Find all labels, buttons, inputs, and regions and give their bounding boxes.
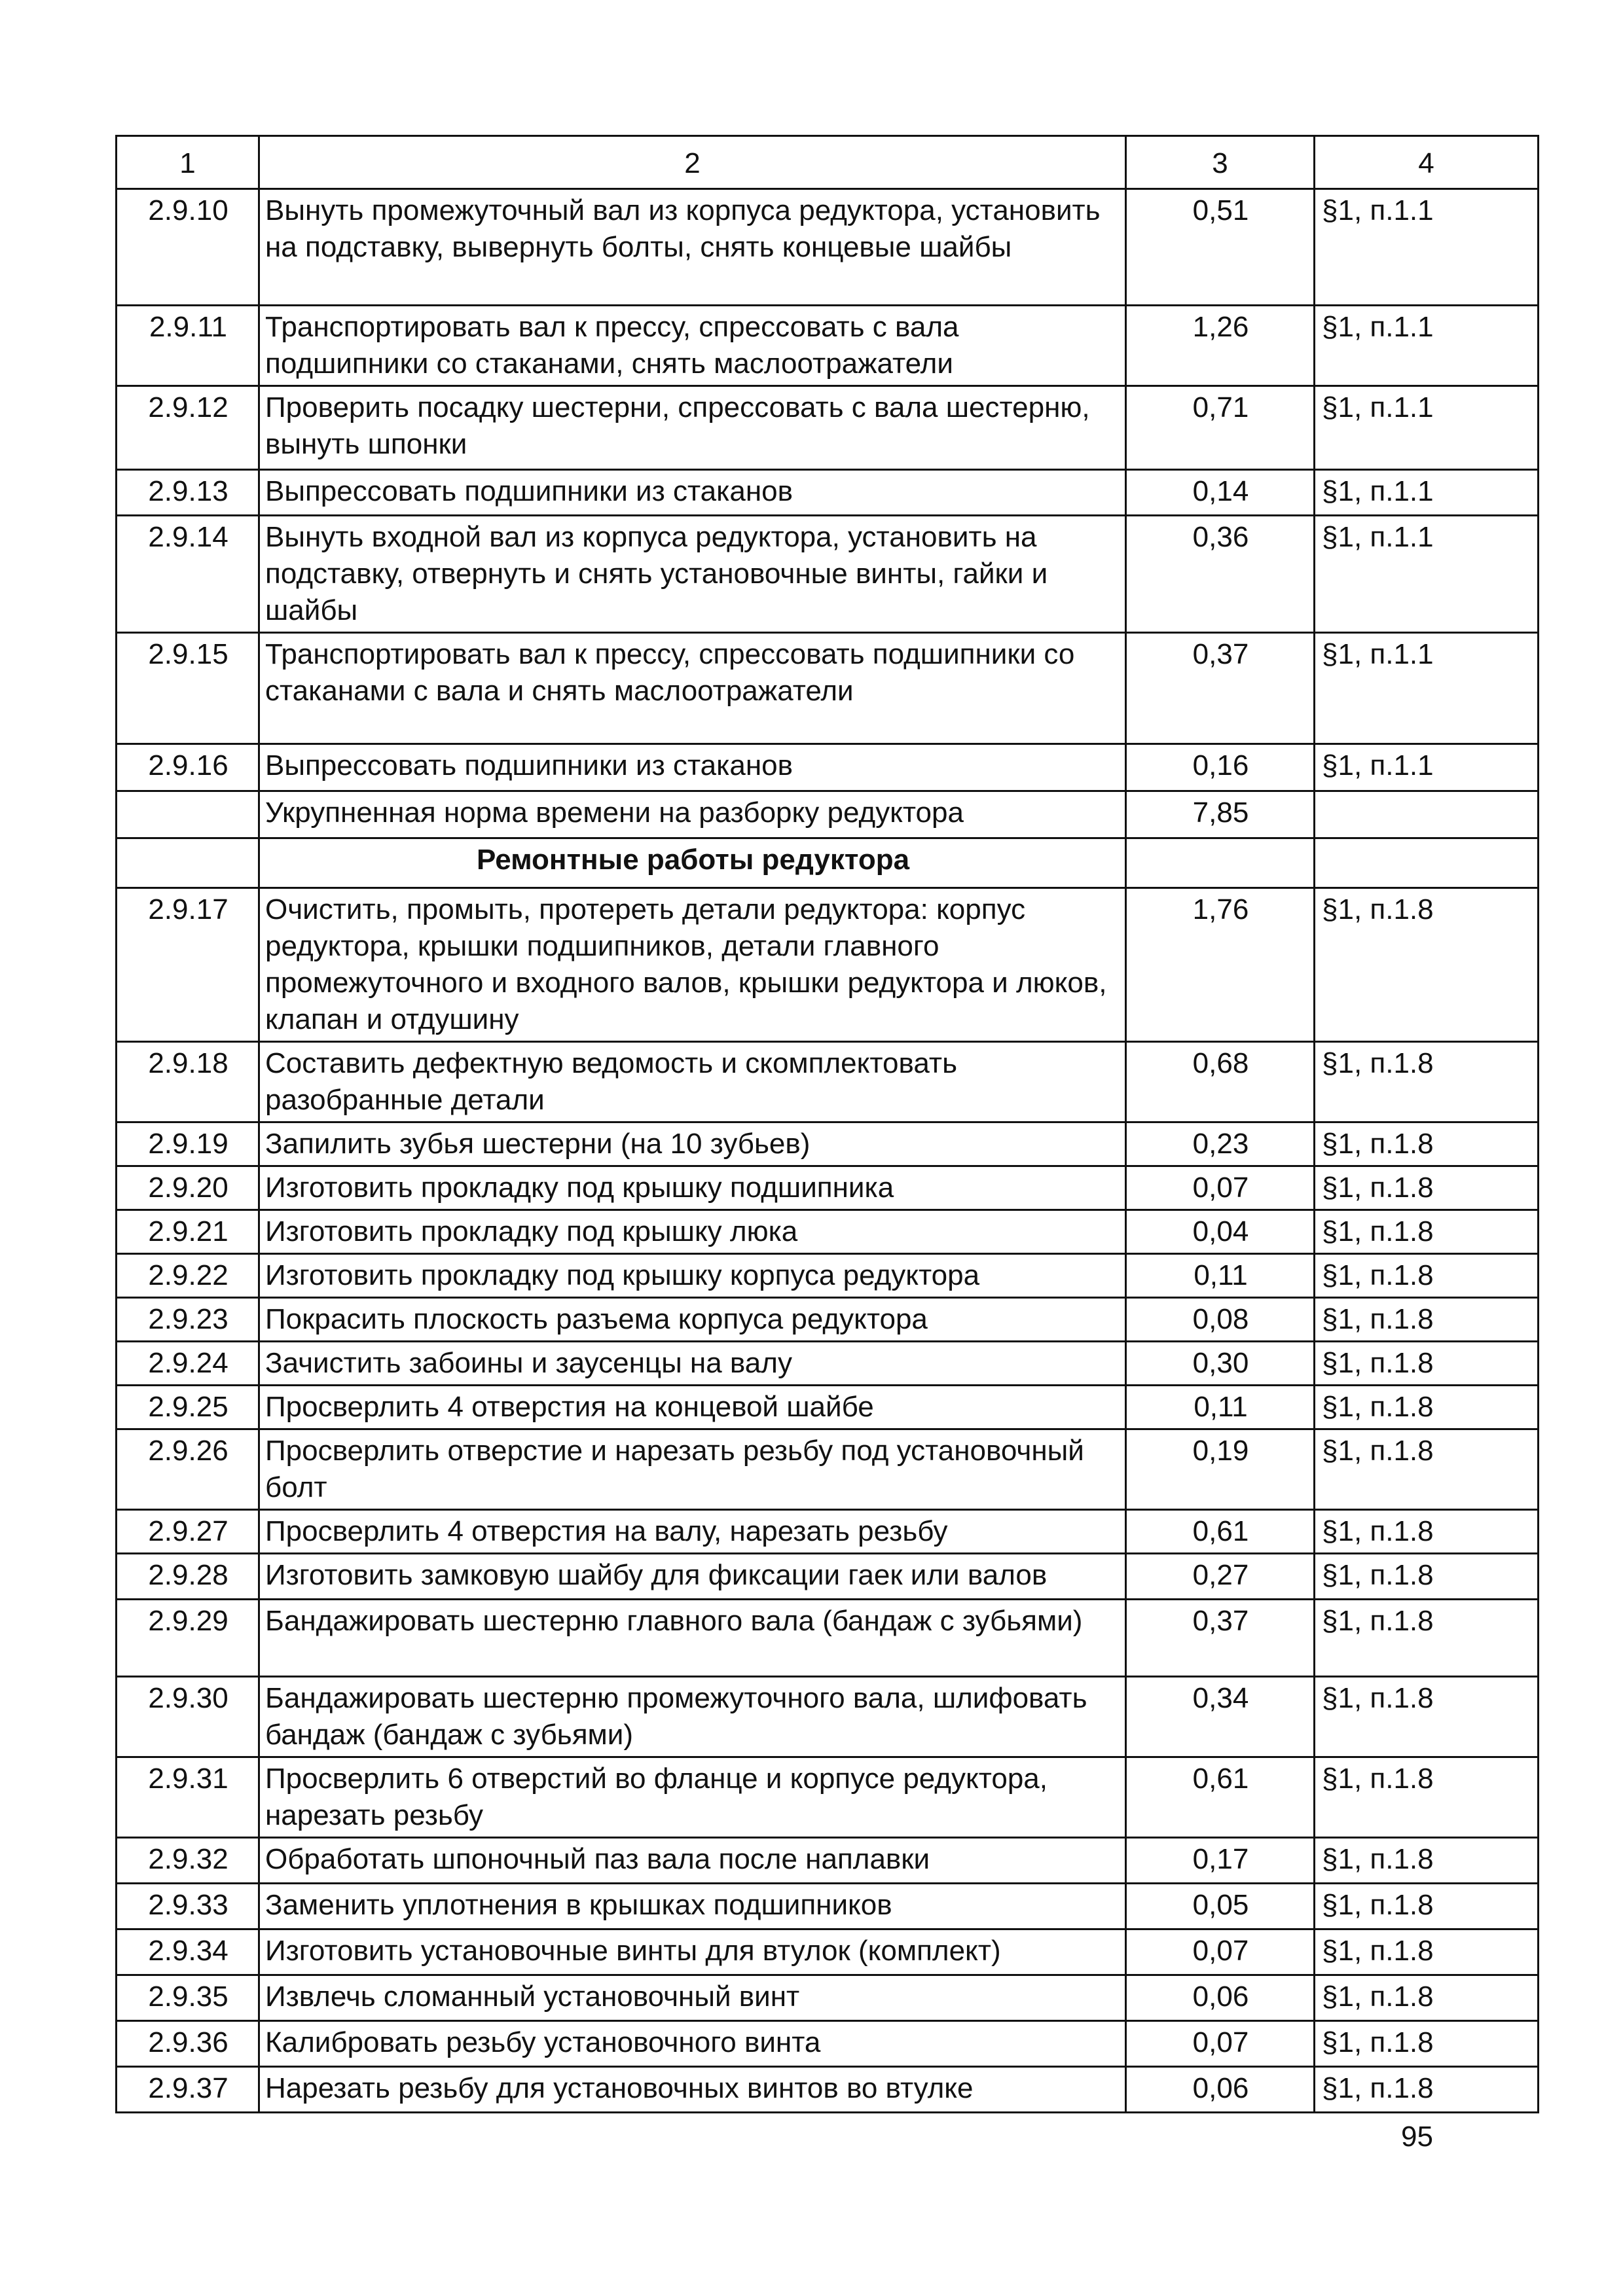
row-description: Транспортировать вал к прессу, спрессовать с вала подшипники со стаканами, снять маслоотражатели <box>259 306 1126 386</box>
table-row <box>117 1554 1539 1600</box>
row-reference: §1, п.1.8 <box>1315 1600 1539 1677</box>
row-number: 2.9.16 <box>117 744 259 791</box>
row-number: 2.9.17 <box>117 888 259 1042</box>
table-row <box>117 1975 1539 2021</box>
row-description: Просверлить отверстие и нарезать резьбу под установочный болт <box>259 1429 1126 1510</box>
row-time-norm: 0,68 <box>1126 1042 1315 1122</box>
row-number: 2.9.28 <box>117 1554 259 1600</box>
row-reference: §1, п.1.8 <box>1315 1042 1539 1122</box>
table-row <box>117 888 1539 1042</box>
row-reference: §1, п.1.8 <box>1315 1166 1539 1210</box>
section-title: Ремонтные работы редуктора <box>259 838 1126 888</box>
row-time-norm: 0,07 <box>1126 1929 1315 1975</box>
row-time-norm: 0,30 <box>1126 1342 1315 1386</box>
row-description: Вынуть промежуточный вал из корпуса редуктора, установить на подставку, вывернуть болты, снять концевые шайбы <box>259 189 1126 306</box>
row-description: Просверлить 4 отверстия на валу, нарезать резьбу <box>259 1510 1126 1554</box>
row-reference: §1, п.1.8 <box>1315 1342 1539 1386</box>
row-time-norm: 0,11 <box>1126 1254 1315 1298</box>
row-reference: §1, п.1.8 <box>1315 1554 1539 1600</box>
row-number: 2.9.15 <box>117 633 259 744</box>
total-row <box>117 791 1539 838</box>
header-cell-3: 3 <box>1126 136 1315 189</box>
row-description: Проверить посадку шестерни, спрессовать с вала шестерню, вынуть шпонки <box>259 386 1126 470</box>
row-time-norm: 0,14 <box>1126 470 1315 516</box>
row-number: 2.9.32 <box>117 1838 259 1884</box>
table-row <box>117 1884 1539 1929</box>
row-time-norm: 0,36 <box>1126 516 1315 633</box>
table-row <box>117 1600 1539 1677</box>
row-reference: §1, п.1.8 <box>1315 1254 1539 1298</box>
row-number: 2.9.10 <box>117 189 259 306</box>
row-number: 2.9.27 <box>117 1510 259 1554</box>
row-time-norm: 0,34 <box>1126 1677 1315 1757</box>
row-reference: §1, п.1.1 <box>1315 386 1539 470</box>
header-cell-2: 2 <box>259 136 1126 189</box>
row-number: 2.9.33 <box>117 1884 259 1929</box>
row-reference: §1, п.1.1 <box>1315 306 1539 386</box>
row-reference: §1, п.1.1 <box>1315 470 1539 516</box>
section-empty-cell <box>117 838 259 888</box>
row-number: 2.9.14 <box>117 516 259 633</box>
header-cell-1: 1 <box>117 136 259 189</box>
row-number: 2.9.18 <box>117 1042 259 1122</box>
row-number: 2.9.26 <box>117 1429 259 1510</box>
row-reference: §1, п.1.8 <box>1315 1929 1539 1975</box>
row-time-norm: 0,61 <box>1126 1757 1315 1838</box>
row-description: Бандажировать шестерню главного вала (бандаж с зубьями) <box>259 1600 1126 1677</box>
row-description: Бандажировать шестерню промежуточного вала, шлифовать бандаж (бандаж с зубьями) <box>259 1677 1126 1757</box>
row-reference: §1, п.1.8 <box>1315 1386 1539 1429</box>
total-time-norm: 7,85 <box>1126 791 1315 838</box>
row-description: Выпрессовать подшипники из стаканов <box>259 744 1126 791</box>
row-reference: §1, п.1.8 <box>1315 1298 1539 1342</box>
row-reference: §1, п.1.1 <box>1315 633 1539 744</box>
row-time-norm: 0,06 <box>1126 1975 1315 2021</box>
row-description: Покрасить плоскость разъема корпуса редуктора <box>259 1298 1126 1342</box>
table-row <box>117 2067 1539 2113</box>
row-description: Извлечь сломанный установочный винт <box>259 1975 1126 2021</box>
row-time-norm: 0,17 <box>1126 1838 1315 1884</box>
total-label: Укрупненная норма времени на разборку редуктора <box>259 791 1126 838</box>
row-number: 2.9.20 <box>117 1166 259 1210</box>
total-empty-ref <box>1315 791 1539 838</box>
row-time-norm: 0,61 <box>1126 1510 1315 1554</box>
row-time-norm: 0,07 <box>1126 1166 1315 1210</box>
table-row <box>117 633 1539 744</box>
row-reference: §1, п.1.8 <box>1315 1975 1539 2021</box>
table-row <box>117 386 1539 470</box>
table-row <box>117 1838 1539 1884</box>
row-time-norm: 0,11 <box>1126 1386 1315 1429</box>
row-description: Изготовить установочные винты для втулок (комплект) <box>259 1929 1126 1975</box>
row-reference: §1, п.1.8 <box>1315 1510 1539 1554</box>
row-time-norm: 1,26 <box>1126 306 1315 386</box>
row-number: 2.9.31 <box>117 1757 259 1838</box>
row-number: 2.9.11 <box>117 306 259 386</box>
table-row <box>117 744 1539 791</box>
table-row <box>117 1386 1539 1429</box>
section-header-row <box>117 838 1539 888</box>
row-reference: §1, п.1.1 <box>1315 744 1539 791</box>
norms-table <box>115 135 1539 2113</box>
row-description: Калибровать резьбу установочного винта <box>259 2021 1126 2067</box>
table-row <box>117 189 1539 306</box>
row-reference: §1, п.1.8 <box>1315 1884 1539 1929</box>
row-number: 2.9.34 <box>117 1929 259 1975</box>
row-number: 2.9.36 <box>117 2021 259 2067</box>
row-reference: §1, п.1.8 <box>1315 1210 1539 1254</box>
table-row <box>117 1254 1539 1298</box>
table-header-row <box>117 136 1539 189</box>
row-number: 2.9.24 <box>117 1342 259 1386</box>
row-number: 2.9.22 <box>117 1254 259 1298</box>
row-reference: §1, п.1.8 <box>1315 1122 1539 1166</box>
row-number: 2.9.25 <box>117 1386 259 1429</box>
table-row <box>117 1342 1539 1386</box>
table-row <box>117 470 1539 516</box>
row-reference: §1, п.1.8 <box>1315 1838 1539 1884</box>
row-time-norm: 0,08 <box>1126 1298 1315 1342</box>
row-description: Изготовить прокладку под крышку подшипника <box>259 1166 1126 1210</box>
total-empty-cell <box>117 791 259 838</box>
table-row <box>117 1429 1539 1510</box>
table-row <box>117 1166 1539 1210</box>
row-time-norm: 0,37 <box>1126 1600 1315 1677</box>
row-description: Просверлить 6 отверстий во фланце и корпусе редуктора, нарезать резьбу <box>259 1757 1126 1838</box>
table-row <box>117 1122 1539 1166</box>
row-number: 2.9.35 <box>117 1975 259 2021</box>
row-reference: §1, п.1.8 <box>1315 1677 1539 1757</box>
table-row <box>117 2021 1539 2067</box>
row-time-norm: 0,16 <box>1126 744 1315 791</box>
row-number: 2.9.21 <box>117 1210 259 1254</box>
table-row <box>117 1298 1539 1342</box>
row-description: Обработать шпоночный паз вала после наплавки <box>259 1838 1126 1884</box>
row-time-norm: 0,07 <box>1126 2021 1315 2067</box>
row-description: Запилить зубья шестерни (на 10 зубьев) <box>259 1122 1126 1166</box>
row-time-norm: 0,06 <box>1126 2067 1315 2113</box>
row-description: Вынуть входной вал из корпуса редуктора, установить на подставку, отвернуть и снять установочные винты, гайки и шайбы <box>259 516 1126 633</box>
row-number: 2.9.30 <box>117 1677 259 1757</box>
row-description: Очистить, промыть, протереть детали редуктора: корпус редуктора, крышки подшипников, детали главного промежуточного и входного валов, крышки редуктора и люков, клапан и отдушину <box>259 888 1126 1042</box>
section-empty-cell <box>1126 838 1315 888</box>
row-number: 2.9.19 <box>117 1122 259 1166</box>
table-row <box>117 306 1539 386</box>
row-description: Выпрессовать подшипники из стаканов <box>259 470 1126 516</box>
row-reference: §1, п.1.8 <box>1315 888 1539 1042</box>
row-description: Просверлить 4 отверстия на концевой шайбе <box>259 1386 1126 1429</box>
row-description: Зачистить забоины и заусенцы на валу <box>259 1342 1126 1386</box>
table-row <box>117 516 1539 633</box>
section-empty-cell <box>1315 838 1539 888</box>
row-time-norm: 0,19 <box>1126 1429 1315 1510</box>
row-reference: §1, п.1.8 <box>1315 1757 1539 1838</box>
row-time-norm: 0,51 <box>1126 189 1315 306</box>
row-description: Составить дефектную ведомость и скомплектовать разобранные детали <box>259 1042 1126 1122</box>
header-cell-4: 4 <box>1315 136 1539 189</box>
table-row <box>117 1677 1539 1757</box>
row-description: Нарезать резьбу для установочных винтов во втулке <box>259 2067 1126 2113</box>
row-time-norm: 1,76 <box>1126 888 1315 1042</box>
row-number: 2.9.23 <box>117 1298 259 1342</box>
table-row <box>117 1042 1539 1122</box>
table-row <box>117 1210 1539 1254</box>
row-description: Заменить уплотнения в крышках подшипников <box>259 1884 1126 1929</box>
page-number: 95 <box>1401 2121 1433 2153</box>
norms-table-body <box>117 136 1539 2113</box>
row-time-norm: 0,71 <box>1126 386 1315 470</box>
row-description: Изготовить замковую шайбу для фиксации гаек или валов <box>259 1554 1126 1600</box>
row-reference: §1, п.1.8 <box>1315 2021 1539 2067</box>
row-time-norm: 0,37 <box>1126 633 1315 744</box>
table-row <box>117 1929 1539 1975</box>
row-time-norm: 0,23 <box>1126 1122 1315 1166</box>
row-reference: §1, п.1.1 <box>1315 189 1539 306</box>
row-description: Транспортировать вал к прессу, спрессовать подшипники со стаканами с вала и снять маслоотражатели <box>259 633 1126 744</box>
row-description: Изготовить прокладку под крышку корпуса редуктора <box>259 1254 1126 1298</box>
row-reference: §1, п.1.1 <box>1315 516 1539 633</box>
row-description: Изготовить прокладку под крышку люка <box>259 1210 1126 1254</box>
table-row <box>117 1510 1539 1554</box>
row-time-norm: 0,04 <box>1126 1210 1315 1254</box>
row-number: 2.9.29 <box>117 1600 259 1677</box>
row-number: 2.9.12 <box>117 386 259 470</box>
row-reference: §1, п.1.8 <box>1315 2067 1539 2113</box>
row-number: 2.9.13 <box>117 470 259 516</box>
row-time-norm: 0,05 <box>1126 1884 1315 1929</box>
row-number: 2.9.37 <box>117 2067 259 2113</box>
row-reference: §1, п.1.8 <box>1315 1429 1539 1510</box>
row-time-norm: 0,27 <box>1126 1554 1315 1600</box>
table-row <box>117 1757 1539 1838</box>
